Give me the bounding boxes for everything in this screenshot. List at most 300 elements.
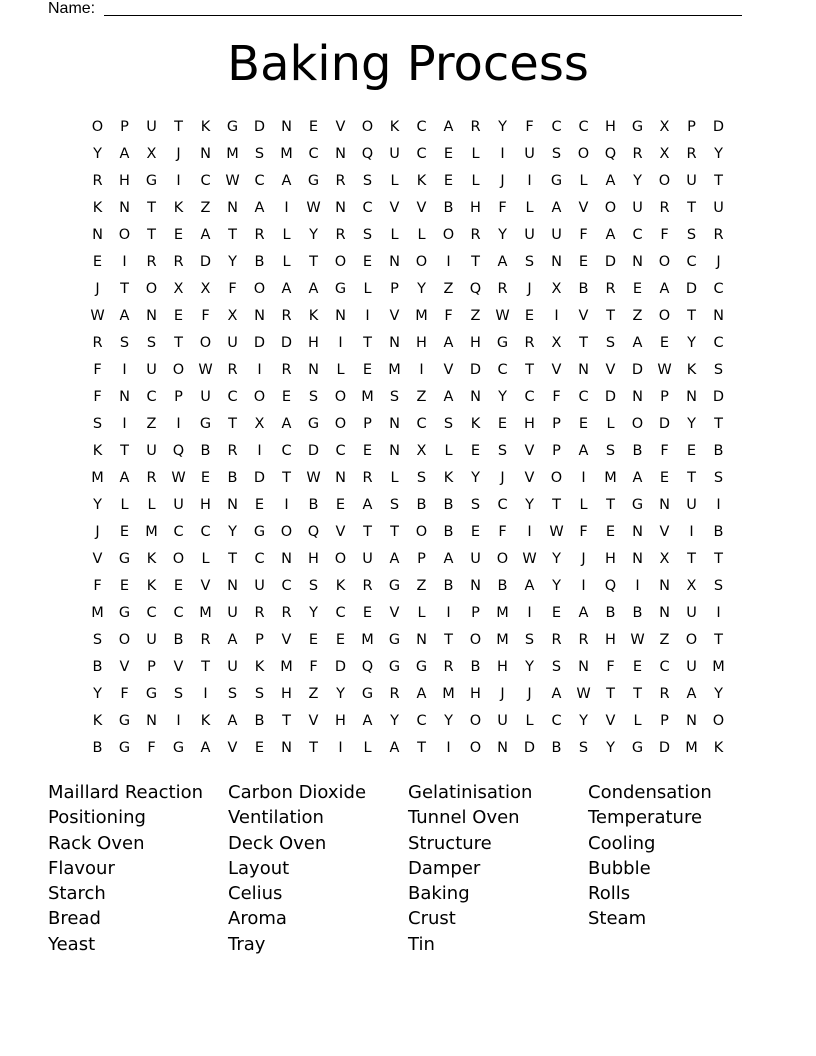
word-list: [48, 780, 768, 957]
grid-letter: L: [336, 361, 345, 378]
grid-letter: A: [281, 415, 292, 432]
grid-letter: U: [389, 145, 400, 162]
grid-letter: D: [685, 280, 698, 297]
grid-letter: X: [200, 280, 211, 297]
grid-letter: V: [227, 739, 238, 756]
grid-letter: Q: [604, 145, 617, 162]
grid-letter: V: [200, 577, 211, 594]
grid-letter: S: [497, 442, 508, 459]
grid-letter: Z: [416, 388, 427, 405]
grid-letter: N: [686, 388, 697, 405]
grid-letter: R: [659, 199, 670, 216]
grid-letter: S: [524, 253, 535, 270]
word-list-item: Baking: [408, 883, 470, 905]
grid-letter: N: [281, 118, 292, 135]
grid-letter: S: [578, 739, 589, 756]
grid-letter: E: [281, 388, 292, 405]
word-list-item: Deck Oven: [228, 832, 327, 854]
grid-letter: N: [389, 415, 400, 432]
grid-letter: G: [361, 685, 374, 702]
grid-letter: O: [469, 712, 482, 729]
grid-letter: G: [550, 172, 563, 189]
grid-letter: T: [714, 172, 723, 189]
grid-letter: M: [280, 658, 293, 675]
grid-letter: Y: [687, 415, 696, 432]
grid-letter: E: [119, 523, 130, 540]
grid-letter: P: [660, 388, 669, 405]
grid-letter: I: [338, 334, 343, 351]
grid-letter: H: [416, 334, 427, 351]
grid-letter: J: [527, 280, 532, 297]
grid-letter: W: [225, 172, 240, 189]
grid-letter: O: [415, 253, 428, 270]
grid-letter: T: [606, 307, 615, 324]
grid-letter: E: [578, 415, 589, 432]
grid-letter: R: [443, 658, 454, 675]
grid-letter: P: [255, 631, 264, 648]
grid-letter: H: [497, 658, 508, 675]
grid-letter: I: [446, 739, 451, 756]
grid-letter: N: [335, 145, 346, 162]
grid-letter: Y: [498, 388, 507, 405]
grid-letter: H: [308, 550, 319, 567]
grid-letter: F: [660, 442, 669, 459]
grid-letter: D: [658, 739, 671, 756]
grid-letter: S: [92, 631, 103, 648]
word-list-item: Tunnel Oven: [408, 807, 520, 829]
grid-letter: V: [308, 712, 319, 729]
grid-letter: D: [712, 388, 725, 405]
grid-letter: N: [119, 388, 130, 405]
grid-letter: M: [91, 469, 104, 486]
grid-letter: U: [146, 631, 157, 648]
grid-letter: A: [632, 334, 643, 351]
grid-letter: U: [227, 334, 238, 351]
grid-letter: H: [281, 685, 292, 702]
grid-letter: F: [120, 685, 129, 702]
grid-letter: C: [416, 145, 427, 162]
grid-letter: K: [146, 550, 157, 567]
grid-letter: Y: [498, 118, 507, 135]
grid-letter: T: [147, 199, 156, 216]
grid-letter: X: [173, 280, 184, 297]
grid-letter: S: [92, 415, 103, 432]
grid-letter: C: [200, 523, 211, 540]
grid-letter: N: [578, 658, 589, 675]
grid-letter: F: [579, 226, 588, 243]
grid-letter: N: [389, 442, 400, 459]
grid-letter: W: [549, 523, 564, 540]
grid-letter: O: [334, 550, 347, 567]
grid-letter: A: [578, 604, 589, 621]
grid-letter: L: [363, 739, 372, 756]
grid-letter: S: [389, 388, 400, 405]
grid-letter: H: [470, 334, 481, 351]
grid-letter: R: [254, 226, 265, 243]
grid-letter: I: [527, 172, 532, 189]
grid-letter: U: [362, 550, 373, 567]
grid-letter: T: [714, 631, 723, 648]
grid-letter: K: [254, 658, 265, 675]
grid-letter: T: [363, 334, 372, 351]
grid-letter: F: [201, 307, 210, 324]
word-list-item: Layout: [228, 857, 290, 879]
grid-letter: U: [200, 388, 211, 405]
grid-letter: N: [389, 334, 400, 351]
grid-letter: K: [686, 361, 697, 378]
grid-letter: A: [308, 280, 319, 297]
grid-letter: A: [524, 577, 535, 594]
grid-letter: I: [122, 415, 127, 432]
grid-letter: M: [712, 658, 725, 675]
grid-letter: R: [605, 280, 616, 297]
grid-letter: D: [280, 334, 293, 351]
grid-letter: E: [254, 496, 265, 513]
grid-letter: N: [308, 361, 319, 378]
grid-letter: N: [227, 199, 238, 216]
grid-letter: N: [578, 361, 589, 378]
grid-letter: V: [605, 361, 616, 378]
grid-letter: B: [497, 577, 508, 594]
grid-letter: E: [362, 604, 373, 621]
grid-letter: E: [335, 496, 346, 513]
grid-letter: M: [361, 388, 374, 405]
grid-letter: V: [524, 469, 535, 486]
grid-letter: T: [282, 712, 291, 729]
grid-letter: I: [176, 415, 181, 432]
word-list-item: Yeast: [48, 933, 96, 955]
grid-letter: H: [119, 172, 130, 189]
grid-letter: R: [281, 307, 292, 324]
grid-letter: N: [551, 253, 562, 270]
grid-letter: B: [713, 523, 724, 540]
grid-letter: E: [173, 307, 184, 324]
grid-letter: B: [713, 442, 724, 459]
grid-letter: V: [389, 307, 400, 324]
grid-letter: H: [470, 685, 481, 702]
grid-letter: U: [551, 226, 562, 243]
grid-letter: O: [91, 118, 104, 135]
grid-letter: V: [578, 199, 589, 216]
grid-letter: O: [334, 253, 347, 270]
grid-letter: C: [659, 658, 670, 675]
grid-letter: L: [525, 199, 534, 216]
grid-letter: E: [308, 631, 319, 648]
grid-letter: R: [578, 631, 589, 648]
grid-letter: A: [389, 739, 400, 756]
grid-letter: T: [552, 496, 561, 513]
grid-letter: A: [119, 307, 130, 324]
word-list-item: Structure: [408, 832, 492, 854]
grid-letter: O: [469, 631, 482, 648]
grid-letter: D: [604, 253, 617, 270]
grid-letter: R: [362, 469, 373, 486]
grid-letter: Q: [469, 280, 482, 297]
grid-letter: N: [659, 577, 670, 594]
grid-letter: Y: [228, 253, 237, 270]
grid-letter: K: [146, 577, 157, 594]
grid-letter: Y: [390, 712, 399, 729]
grid-letter: U: [686, 658, 697, 675]
grid-letter: U: [470, 550, 481, 567]
grid-letter: R: [92, 172, 103, 189]
grid-letter: O: [685, 631, 698, 648]
grid-letter: N: [416, 631, 427, 648]
word-list-item: [588, 932, 768, 957]
grid-letter: K: [308, 307, 319, 324]
grid-letter: R: [470, 226, 481, 243]
grid-letter: R: [389, 685, 400, 702]
grid-letter: N: [335, 199, 346, 216]
grid-letter: X: [659, 550, 670, 567]
grid-letter: M: [226, 145, 239, 162]
grid-letter: X: [146, 145, 157, 162]
grid-letter: O: [469, 739, 482, 756]
grid-letter: C: [551, 712, 562, 729]
grid-letter: L: [390, 469, 399, 486]
grid-letter: O: [172, 361, 185, 378]
grid-letter: U: [632, 199, 643, 216]
grid-letter: O: [496, 550, 509, 567]
word-list-item: Rolls: [588, 883, 631, 905]
grid-letter: X: [416, 442, 427, 459]
grid-letter: U: [524, 145, 535, 162]
grid-letter: R: [362, 577, 373, 594]
grid-letter: A: [200, 739, 211, 756]
grid-letter: L: [471, 145, 480, 162]
grid-letter: R: [227, 361, 238, 378]
word-list-item: Aroma: [228, 908, 287, 930]
grid-letter: S: [308, 577, 319, 594]
grid-letter: G: [415, 658, 428, 675]
grid-letter: J: [500, 172, 505, 189]
grid-letter: E: [659, 334, 670, 351]
grid-letter: B: [92, 658, 103, 675]
grid-letter: A: [605, 172, 616, 189]
grid-letter: E: [551, 604, 562, 621]
grid-letter: W: [306, 199, 321, 216]
grid-letter: A: [254, 199, 265, 216]
grid-letter: G: [226, 118, 239, 135]
grid-letter: H: [308, 334, 319, 351]
word-list-item: Maillard Reaction: [48, 782, 204, 803]
grid-letter: Z: [416, 577, 427, 594]
grid-letter: I: [176, 172, 181, 189]
grid-letter: F: [498, 199, 507, 216]
grid-letter: C: [632, 226, 643, 243]
grid-letter: W: [630, 631, 645, 648]
page-title: Baking Process: [227, 36, 589, 92]
grid-letter: S: [713, 577, 724, 594]
grid-letter: T: [525, 361, 534, 378]
grid-letter: Y: [633, 172, 642, 189]
grid-letter: D: [334, 658, 347, 675]
grid-letter: H: [605, 118, 616, 135]
grid-letter: G: [388, 658, 401, 675]
grid-letter: Y: [579, 712, 588, 729]
grid-letter: K: [443, 469, 454, 486]
word-list-item: Condensation: [588, 782, 712, 803]
grid-letter: V: [389, 199, 400, 216]
grid-letter: S: [551, 145, 562, 162]
grid-letter: N: [335, 307, 346, 324]
grid-letter: W: [171, 469, 186, 486]
grid-letter: D: [658, 415, 671, 432]
grid-letter: C: [551, 118, 562, 135]
grid-letter: B: [200, 442, 211, 459]
grid-letter: Y: [552, 550, 561, 567]
grid-letter: U: [686, 496, 697, 513]
grid-letter: W: [306, 469, 321, 486]
grid-letter: O: [361, 118, 374, 135]
grid-letter: M: [199, 604, 212, 621]
grid-letter: C: [146, 604, 157, 621]
grid-letter: B: [632, 442, 643, 459]
grid-letter: O: [145, 280, 158, 297]
grid-letter: A: [443, 388, 454, 405]
grid-letter: J: [500, 685, 505, 702]
grid-letter: X: [659, 145, 670, 162]
grid-letter: O: [253, 280, 266, 297]
grid-letter: A: [227, 631, 238, 648]
grid-letter: L: [444, 442, 453, 459]
grid-letter: J: [716, 253, 721, 270]
grid-letter: R: [497, 280, 508, 297]
grid-letter: M: [145, 523, 158, 540]
grid-letter: D: [604, 388, 617, 405]
grid-letter: F: [147, 739, 156, 756]
grid-letter: I: [365, 307, 370, 324]
grid-letter: K: [200, 712, 211, 729]
grid-letter: B: [443, 496, 454, 513]
grid-letter: E: [524, 307, 535, 324]
grid-letter: O: [577, 145, 590, 162]
grid-letter: D: [523, 739, 536, 756]
grid-letter: L: [633, 712, 642, 729]
grid-letter: B: [92, 739, 103, 756]
grid-letter: A: [443, 550, 454, 567]
grid-letter: N: [497, 739, 508, 756]
grid-letter: P: [687, 118, 696, 135]
grid-letter: V: [416, 199, 427, 216]
grid-letter: E: [443, 172, 454, 189]
grid-letter: P: [552, 442, 561, 459]
grid-letter: W: [198, 361, 213, 378]
grid-letter: W: [657, 361, 672, 378]
grid-letter: R: [632, 145, 643, 162]
grid-letter: F: [525, 118, 534, 135]
grid-letter: W: [495, 307, 510, 324]
grid-letter: G: [631, 739, 644, 756]
grid-letter: T: [390, 523, 399, 540]
word-list-item: Gelatinisation: [408, 782, 533, 803]
grid-letter: N: [281, 550, 292, 567]
grid-letter: E: [308, 118, 319, 135]
grid-letter: W: [522, 550, 537, 567]
grid-letter: I: [257, 442, 262, 459]
grid-letter: I: [284, 199, 289, 216]
grid-letter: S: [254, 145, 265, 162]
word-list-item: Steam: [588, 908, 647, 930]
grid-letter: T: [687, 307, 696, 324]
grid-letter: E: [686, 442, 697, 459]
grid-letter: P: [174, 388, 183, 405]
grid-letter: S: [389, 496, 400, 513]
grid-letter: M: [388, 361, 401, 378]
grid-letter: K: [713, 739, 724, 756]
grid-letter: S: [416, 469, 427, 486]
grid-letter: C: [173, 523, 184, 540]
grid-letter: L: [390, 172, 399, 189]
grid-letter: U: [254, 577, 265, 594]
grid-letter: G: [118, 604, 131, 621]
grid-letter: E: [362, 253, 373, 270]
grid-letter: K: [389, 118, 400, 135]
grid-letter: X: [551, 334, 562, 351]
grid-letter: H: [605, 550, 616, 567]
grid-letter: N: [146, 307, 157, 324]
grid-letter: M: [442, 685, 455, 702]
name-label: Name:: [48, 0, 96, 17]
grid-letter: D: [199, 253, 212, 270]
grid-letter: V: [389, 604, 400, 621]
grid-letter: I: [284, 496, 289, 513]
grid-letter: T: [687, 469, 696, 486]
grid-letter: N: [254, 307, 265, 324]
grid-letter: R: [713, 226, 724, 243]
grid-letter: O: [415, 523, 428, 540]
grid-letter: Q: [361, 145, 374, 162]
grid-letter: K: [92, 712, 103, 729]
grid-letter: H: [335, 712, 346, 729]
grid-letter: J: [500, 469, 505, 486]
word-list-item: Temperature: [588, 807, 703, 829]
grid-letter: E: [605, 523, 616, 540]
grid-letter: M: [685, 739, 698, 756]
grid-letter: X: [254, 415, 265, 432]
grid-letter: U: [146, 442, 157, 459]
grid-letter: T: [282, 469, 291, 486]
grid-letter: C: [713, 334, 724, 351]
grid-letter: M: [415, 307, 428, 324]
grid-letter: M: [496, 631, 509, 648]
grid-letter: A: [362, 496, 373, 513]
grid-letter: F: [579, 523, 588, 540]
grid-letter: E: [443, 145, 454, 162]
grid-letter: S: [551, 658, 562, 675]
grid-letter: A: [416, 685, 427, 702]
grid-letter: C: [416, 415, 427, 432]
grid-letter: T: [417, 739, 426, 756]
grid-letter: U: [686, 172, 697, 189]
grid-letter: C: [713, 280, 724, 297]
grid-letter: S: [119, 334, 130, 351]
grid-letter: S: [713, 469, 724, 486]
grid-letter: N: [632, 388, 643, 405]
grid-letter: E: [497, 415, 508, 432]
grid-letter: R: [551, 631, 562, 648]
grid-letter: T: [228, 226, 237, 243]
grid-letter: F: [444, 307, 453, 324]
grid-letter: V: [92, 550, 103, 567]
grid-letter: L: [147, 496, 156, 513]
grid-letter: Y: [525, 658, 534, 675]
grid-letter: G: [253, 523, 266, 540]
grid-letter: L: [471, 172, 480, 189]
grid-letter: Z: [443, 280, 454, 297]
grid-letter: O: [550, 469, 563, 486]
grid-letter: F: [93, 388, 102, 405]
